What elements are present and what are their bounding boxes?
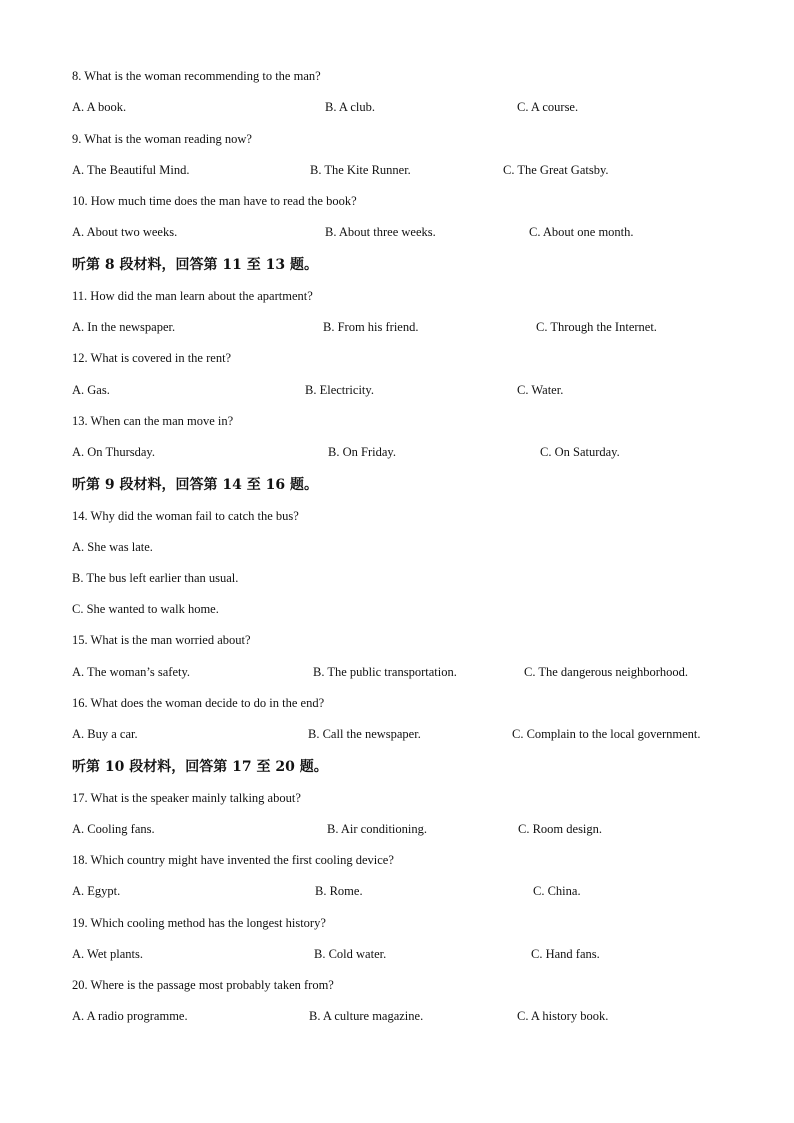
q8-option-b: B. A club. bbox=[325, 100, 376, 114]
question-13: 13. When can the man move in? bbox=[72, 414, 234, 428]
q16-option-a: A. Buy a car. bbox=[72, 727, 138, 741]
question-20: 20. Where is the passage most probably taken from? bbox=[72, 978, 334, 992]
q12-option-b: B. Electricity. bbox=[305, 383, 374, 397]
question-16: 16. What does the woman decide to do in the end? bbox=[72, 696, 325, 710]
question-9: 9. What is the woman reading now? bbox=[72, 132, 252, 146]
q17-option-a: A. Cooling fans. bbox=[72, 822, 155, 836]
q17-option-c: C. Room design. bbox=[518, 822, 603, 836]
q11-option-c: C. Through the Internet. bbox=[536, 320, 657, 334]
q14-option-c: C. She wanted to walk home. bbox=[72, 602, 219, 616]
q15-option-a: A. The woman’s safety. bbox=[72, 665, 191, 679]
q14-option-a: A. She was late. bbox=[72, 540, 153, 554]
q19-option-c: C. Hand fans. bbox=[531, 947, 600, 961]
section-heading-8: 听第 8 段材料，回答第 11 至 13 题。 bbox=[72, 257, 318, 273]
section-heading-9: 听第 9 段材料，回答第 14 至 16 题。 bbox=[72, 477, 318, 493]
q10-option-b: B. About three weeks. bbox=[325, 225, 436, 239]
q12-option-a: A. Gas. bbox=[72, 383, 110, 397]
q10-option-a: A. About two weeks. bbox=[72, 225, 178, 239]
q20-option-a: A. A radio programme. bbox=[72, 1009, 188, 1023]
q10-option-c: C. About one month. bbox=[529, 225, 634, 239]
q8-option-c: C. A course. bbox=[517, 100, 579, 114]
q19-option-a: A. Wet plants. bbox=[72, 947, 143, 961]
question-10: 10. How much time does the man have to read the book? bbox=[72, 194, 357, 208]
question-17: 17. What is the speaker mainly talking about? bbox=[72, 791, 301, 805]
q11-option-b: B. From his friend. bbox=[323, 320, 419, 334]
q20-option-b: B. A culture magazine. bbox=[309, 1009, 424, 1023]
question-15: 15. What is the man worried about? bbox=[72, 633, 251, 647]
question-19: 19. Which cooling method has the longest history? bbox=[72, 916, 326, 930]
q11-option-a: A. In the newspaper. bbox=[72, 320, 176, 334]
q13-option-a: A. On Thursday. bbox=[72, 445, 155, 459]
q9-option-c: C. The Great Gatsby. bbox=[503, 163, 609, 177]
q16-option-b: B. Call the newspaper. bbox=[308, 727, 421, 741]
q14-option-b: B. The bus left earlier than usual. bbox=[72, 571, 239, 585]
q18-option-c: C. China. bbox=[533, 884, 581, 898]
question-11: 11. How did the man learn about the apartment? bbox=[72, 289, 313, 303]
q13-option-b: B. On Friday. bbox=[328, 445, 396, 459]
q17-option-b: B. Air conditioning. bbox=[327, 822, 427, 836]
q20-option-c: C. A history book. bbox=[517, 1009, 609, 1023]
q16-option-c: C. Complain to the local government. bbox=[512, 727, 701, 741]
question-8: 8. What is the woman recommending to the man? bbox=[72, 69, 321, 83]
q19-option-b: B. Cold water. bbox=[314, 947, 387, 961]
question-12: 12. What is covered in the rent? bbox=[72, 351, 232, 365]
question-14: 14. Why did the woman fail to catch the bus? bbox=[72, 509, 299, 523]
q8-option-a: A. A book. bbox=[72, 100, 127, 114]
q12-option-c: C. Water. bbox=[517, 383, 564, 397]
q9-option-b: B. The Kite Runner. bbox=[310, 163, 411, 177]
q18-option-b: B. Rome. bbox=[315, 884, 363, 898]
q15-option-c: C. The dangerous neighborhood. bbox=[524, 665, 688, 679]
q13-option-c: C. On Saturday. bbox=[540, 445, 620, 459]
section-heading-10: 听第 10 段材料，回答第 17 至 20 题。 bbox=[72, 759, 328, 775]
q9-option-a: A. The Beautiful Mind. bbox=[72, 163, 190, 177]
q18-option-a: A. Egypt. bbox=[72, 884, 121, 898]
question-18: 18. Which country might have invented the first cooling device? bbox=[72, 853, 394, 867]
q15-option-b: B. The public transportation. bbox=[313, 665, 457, 679]
